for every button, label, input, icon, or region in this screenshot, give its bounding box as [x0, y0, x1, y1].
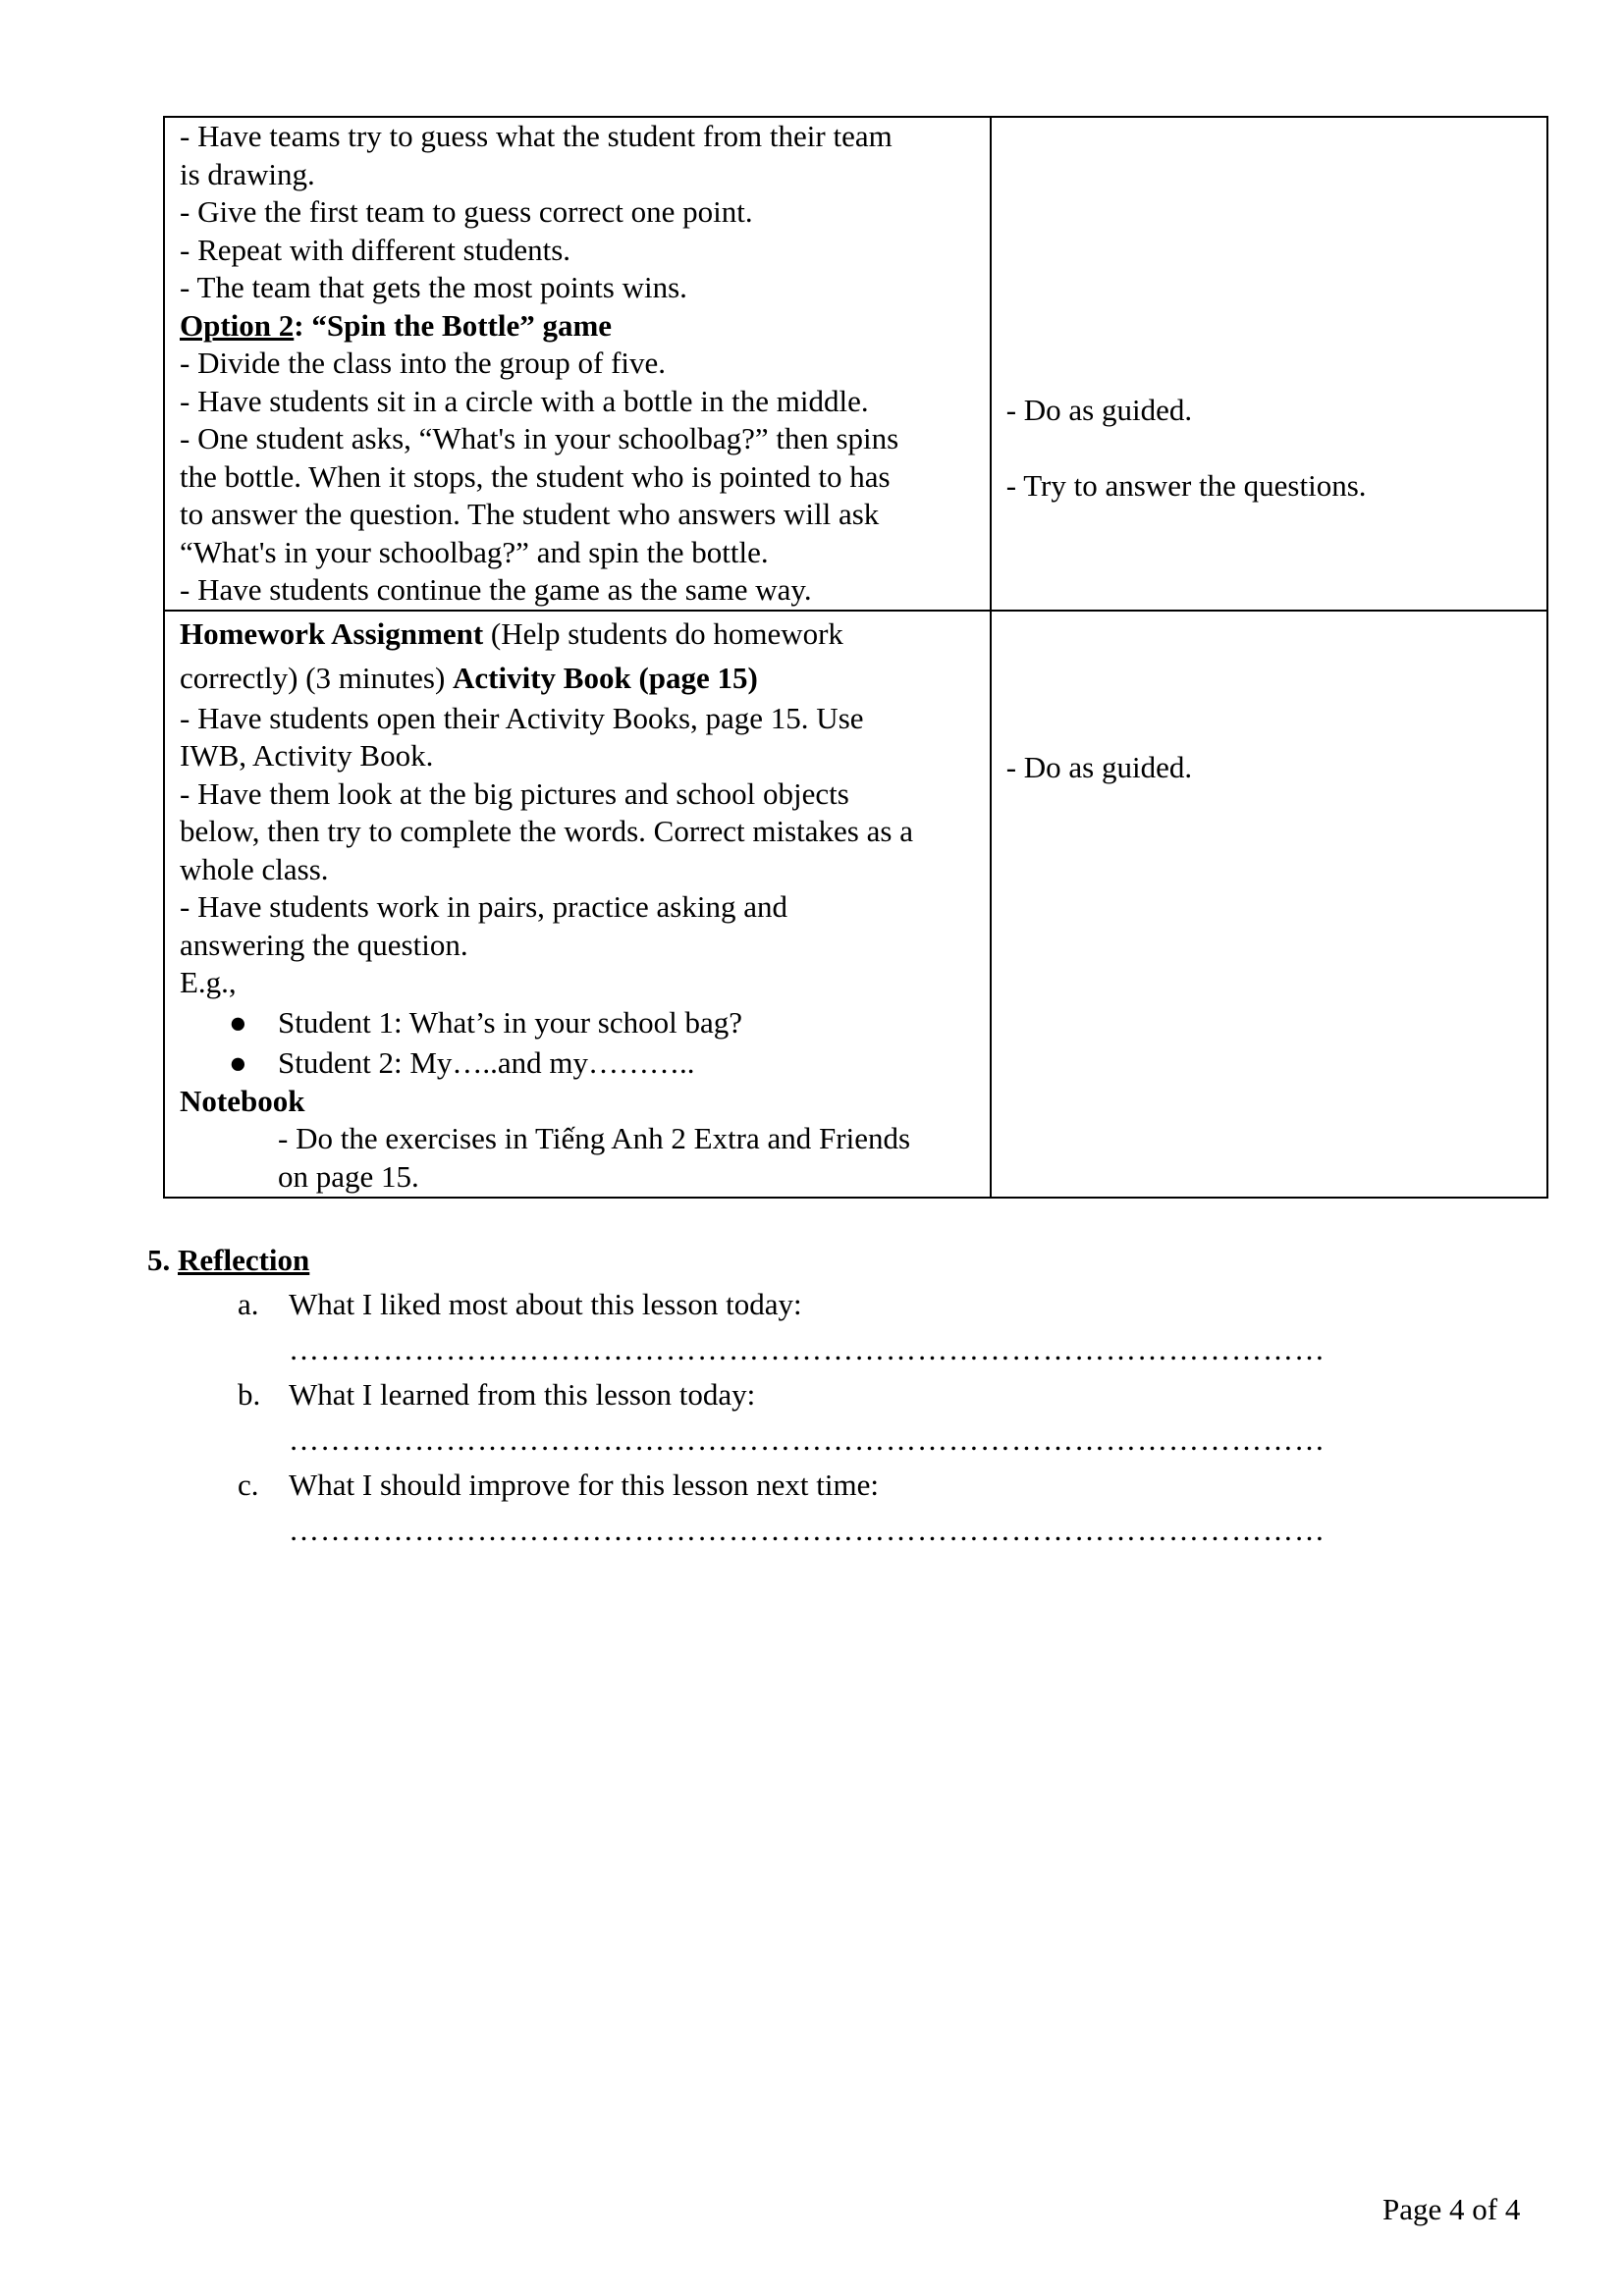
homework-label: Homework Assignment	[180, 615, 484, 651]
section-heading	[147, 1239, 1424, 1282]
student-activities-cell	[991, 117, 1547, 611]
text-line: - Have students open their Activity Books, page 15. Use	[180, 700, 864, 735]
text-line: - Have students sit in a circle with a bottle in the middle.	[180, 383, 869, 418]
text-line: E.g.,	[180, 965, 237, 999]
item-prompt: What I should improve for this lesson next time:	[289, 1468, 879, 1502]
text-line: - Repeat with different students.	[180, 232, 571, 267]
item-letter: a.	[238, 1287, 259, 1321]
list-item	[180, 1002, 982, 1042]
text-line: - One student asks, “What's in your schoolbag?” then spins	[180, 421, 899, 455]
homework-time: correctly) (3 minutes)	[180, 660, 454, 695]
text-line: - Give the first team to guess correct one point.	[180, 194, 753, 229]
answer-line: ………………………………………………………………………………………	[289, 1332, 1326, 1366]
item-prompt: What I learned from this lesson today:	[289, 1377, 756, 1412]
text-line: - The team that gets the most points wins.	[180, 270, 687, 304]
page-number: Page 4 of 4	[1382, 2192, 1521, 2226]
section-title: Reflection	[178, 1243, 310, 1277]
text-line: answering the question.	[180, 927, 468, 962]
option-label: Option 2	[180, 307, 295, 343]
text-line: - Have teams try to guess what the student from their team	[180, 119, 893, 153]
text-line: is drawing.	[180, 156, 315, 191]
teacher-activities-cell	[164, 611, 991, 1198]
student-response: - Do as guided.	[1005, 749, 1193, 784]
text-line: - Have them look at the big pictures and school objects	[180, 775, 849, 811]
homework-heading-line2	[180, 656, 982, 700]
item-letter: c.	[238, 1468, 259, 1502]
list-item	[180, 1042, 982, 1083]
item-prompt: What I liked most about this lesson today:	[289, 1287, 802, 1321]
activity-book-ref: Activity Book (page 15)	[453, 660, 758, 695]
text-line: the bottle. When it stops, the student who is pointed to has	[180, 458, 891, 494]
reflection-item	[147, 1282, 1424, 1372]
section-number: 5.	[147, 1243, 178, 1277]
table-row	[164, 117, 1547, 611]
table-row	[164, 611, 1547, 1198]
bullet-text: Student 1: What’s in your school bag?	[278, 1004, 742, 1040]
text-line: on page 15.	[278, 1158, 419, 1194]
text-line: “What's in your schoolbag?” and spin the bottle.	[180, 534, 769, 569]
item-letter: b.	[238, 1377, 261, 1412]
student-response: - Do as guided.	[1005, 393, 1193, 427]
text-line: - Do the exercises in Tiếng Anh 2 Extra and Friends	[278, 1121, 911, 1155]
student-activities-cell	[991, 611, 1547, 1198]
text-line: whole class.	[180, 851, 329, 886]
text-line: below, then try to complete the words. Correct mistakes as a	[180, 814, 913, 848]
spacer	[1006, 430, 1539, 467]
text-line: IWB, Activity Book.	[180, 738, 434, 773]
option-title: : “Spin the Bottle” game	[294, 307, 613, 343]
answer-line: ………………………………………………………………………………………	[289, 1513, 1326, 1547]
teacher-activities-cell	[164, 117, 991, 611]
bullet-text: Student 2: My…..and my………..	[278, 1044, 695, 1080]
reflection-item	[147, 1463, 1424, 1553]
option-heading	[180, 307, 982, 346]
student-response: - Try to answer the questions.	[1005, 467, 1367, 503]
homework-note: (Help students do homework	[483, 615, 843, 651]
reflection-section	[147, 1239, 1424, 1553]
notebook-heading: Notebook	[180, 1083, 305, 1118]
bullet-icon: ●	[229, 1004, 247, 1040]
text-line: - Divide the class into the group of five.	[180, 346, 667, 380]
reflection-item	[147, 1372, 1424, 1463]
answer-line: ………………………………………………………………………………………	[289, 1422, 1326, 1457]
bullet-icon: ●	[229, 1044, 247, 1080]
text-line: to answer the question. The student who answers will ask	[180, 497, 880, 531]
text-line: - Have students continue the game as the same way.	[180, 572, 812, 607]
homework-heading	[180, 612, 982, 656]
lesson-table	[163, 116, 1548, 1199]
text-line: - Have students work in pairs, practice asking and	[180, 889, 787, 924]
